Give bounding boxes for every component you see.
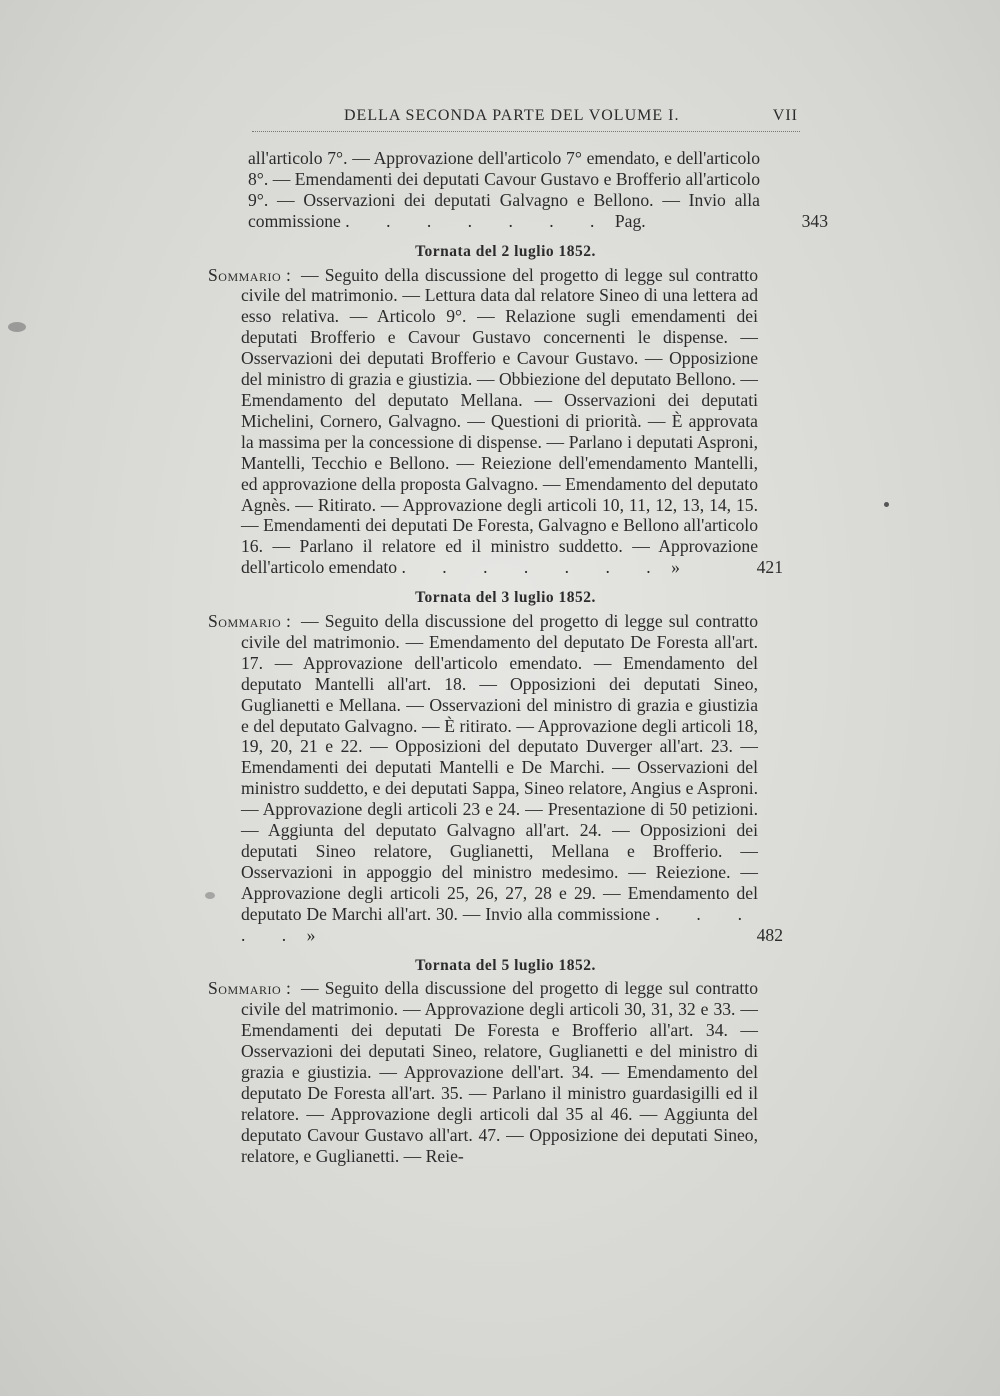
running-header <box>252 107 800 132</box>
summary-text: — Seguito della discussione del progetto di legge sul contratto civile del matrimonio. — Approvazione degli articoli 30, 31, 32 e 33. — Emendamenti dei deputati De Foresta e Brofferio all'art. 34. — Osservazioni dei deputati Sineo, relatore, Guglianetti e del ministro di grazia e giustizia. — Approvazione dell'art. 34. — Emendamento del deputato De Foresta all'art. 35. — Parlano il ministro guardasigilli ed il relatore. — Approvazione degli articoli dal 35 al 46. — Aggiunta del deputato Cavour Gustavo all'art. 47. — Opposizione dei deputati Sineo, relatore, e Guglianetti. — Reie- <box>241 978 758 1166</box>
page-number: 343 <box>801 210 828 231</box>
ink-speck <box>884 502 889 507</box>
summary-label: Sommario : <box>208 611 292 632</box>
session-summary <box>208 611 783 946</box>
table-of-contents <box>208 148 828 1167</box>
page-ref-label: » <box>306 924 316 945</box>
summary-body <box>208 978 758 1166</box>
header-title: DELLA SECONDA PARTE DEL VOLUME I. <box>344 107 680 124</box>
page-ref-label: Pag. <box>614 210 646 231</box>
summary-label: Sommario : <box>208 264 292 285</box>
summary-text: — Seguito della discussione del progetto di legge sul contratto civile del matrimonio. — Lettura data dal relatore Sineo di una lettera ad esso relativa. — Articolo 9°. — Relazione sugli emendamenti dei deputati Brofferio e Cavour Gustavo concernenti le dispense. — Osservazioni dei deputati Brofferio e Cavour Gustavo. — Opposizione del ministro di grazia e giustizia. — Obbiezione del deputato Bellono. — Emendamento del deputato Mellana. — Osservazioni dei deputati Michelini, Cornero, Galvagno. — Questioni di priorità. — È approvata la massima per la concessione di dispense. — Parlano i deputati Asproni, Mantelli, Tecchio e Bellono. — Reiezione dell'emendamento Mantelli, ed approvazione della proposta Galvagno. — Emendamento del deputato Agnès. — Ritirato. — Approvazione degli articoli 10, 11, 12, 13, 14, 15. — Emendamenti dei deputati De Foresta, Galvagno e Bellono all'articolo 16. — Parlano il relatore ed il ministro suddetto. — Approvazione dell'articolo emendato <box>241 264 758 578</box>
ink-speck <box>8 322 26 332</box>
page-number-roman: VII <box>772 107 798 124</box>
entry-text: all'articolo 7°. — Approvazione dell'articolo 7° emendato, e dell'articolo 8°. — Emendamenti dei deputati Cavour Gustavo e Brofferio all'articolo 9°. — Osservazioni dei deputati Galvagno e Bellono. — Invio alla commissione <box>248 148 760 231</box>
session-heading: Tornata del 3 luglio 1852. <box>415 589 596 607</box>
dot-leader: . . . . . . . <box>401 557 667 578</box>
page-number: 482 <box>756 924 783 945</box>
summary-label: Sommario : <box>208 978 292 999</box>
page-ref-label: » <box>671 557 680 578</box>
intro-entry <box>208 148 828 232</box>
session-summary <box>208 264 783 579</box>
session-heading: Tornata del 2 luglio 1852. <box>415 242 596 260</box>
page-number: 421 <box>756 557 783 578</box>
dot-leader: . . . . . . . <box>345 210 611 231</box>
summary-body <box>208 265 758 579</box>
summary-text: — Seguito della discussione del progetto di legge sul contratto civile del matrimonio. — Emendamento del deputato De Foresta all'art. 17. — Approvazione dell'articolo emendato. — Emendamento del deputato Mantelli all'art. 18. — Opposizioni dei deputati Sineo, Guglianetti e Mellana. — Osservazioni del ministro di grazia e giustizia e del deputato Galvagno. — È ritirato. — Approvazione degli articoli 18, 19, 20, 21 e 22. — Opposizioni del deputato Duverger all'art. 23. — Emendamenti dei deputati Mantelli e De Marchi. — Osservazioni del ministro suddetto, e dei deputati Sappa, Sineo relatore, Angius e Asproni. — Approvazione degli articoli 23 e 24. — Presentazione di 50 petizioni. — Aggiunta del deputato Galvagno all'art. 24. — Opposizioni dei deputati Sineo relatore, Guglianetti, Mellana e Brofferio. — Osservazioni in appoggio del ministro medesimo. — Reiezione. — Approvazione degli articoli 25, 26, 27, 28 e 29. — Emendamento del deputato De Marchi all'art. 30. — Invio alla commissione <box>241 611 758 924</box>
session-summary <box>208 978 758 1166</box>
session-heading: Tornata del 5 luglio 1852. <box>415 956 596 974</box>
summary-body <box>208 611 758 946</box>
dot-leader: . . . . . <box>241 903 758 945</box>
